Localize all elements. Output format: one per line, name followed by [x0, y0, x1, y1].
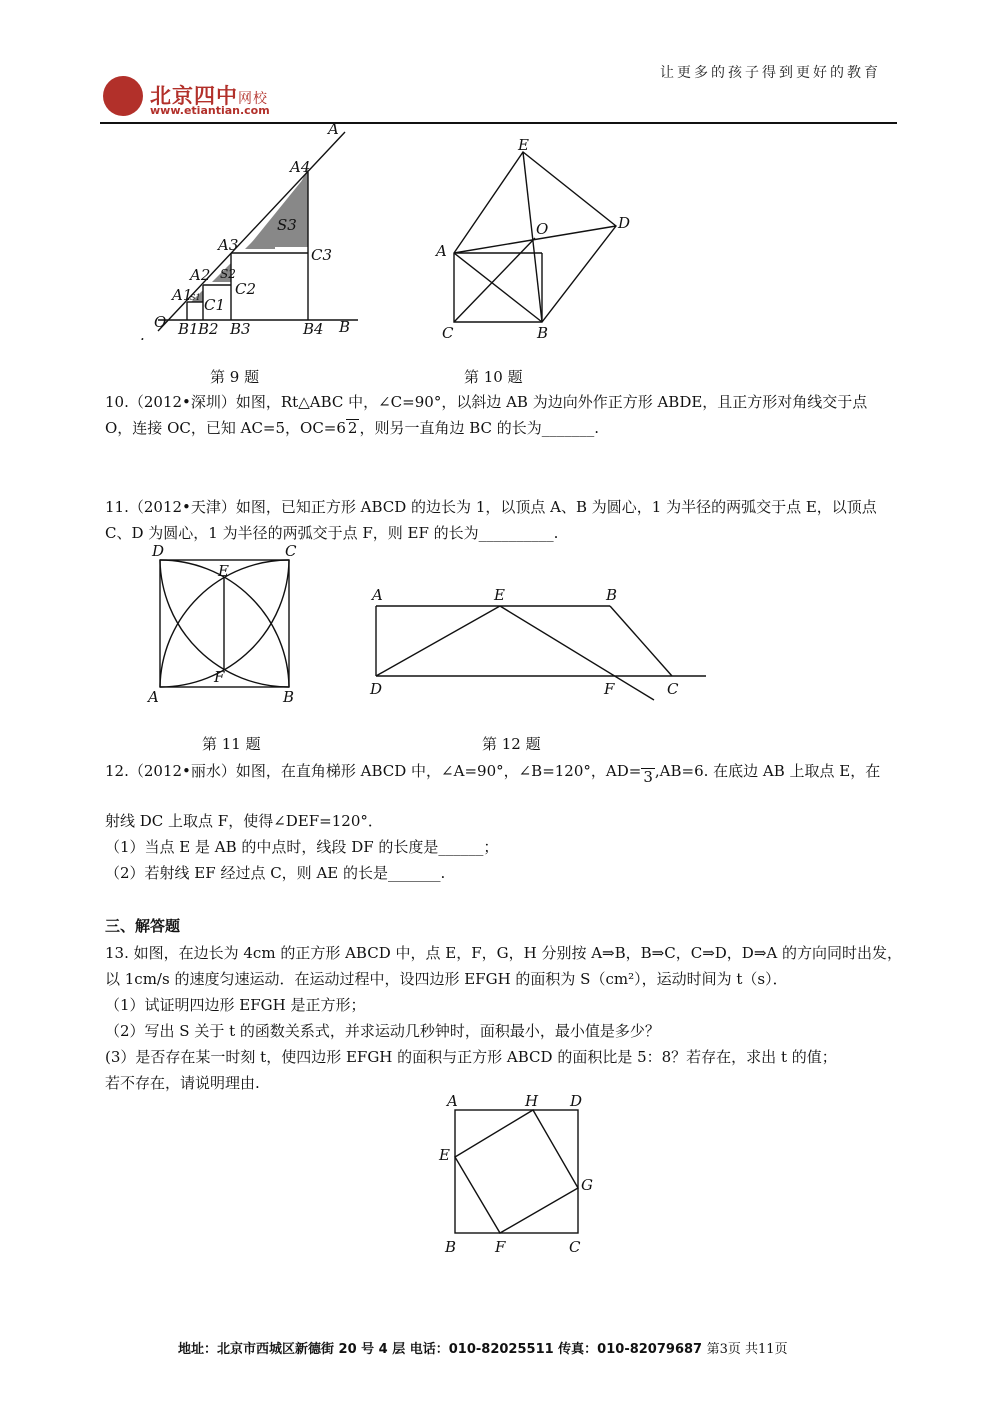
fig10-label-A: A — [436, 242, 447, 260]
figure-10 — [430, 130, 640, 345]
fig9-label-A2: A2 — [190, 266, 211, 284]
figure-9 — [140, 120, 370, 350]
fig12-label-B: B — [606, 586, 618, 604]
question-12-body: 射线 DC 上取点 F，使得∠DEF=120°． （1）当点 E 是 AB 的中点时，线段 DF 的长度是______； （2）若射线 EF 经过点 C，则 AE 的长是_______. — [105, 812, 499, 882]
fig11-label-C: C — [285, 542, 297, 560]
fig11-label-D: D — [152, 542, 165, 560]
fig13-label-A: A — [447, 1092, 458, 1110]
fig12-label-C: C — [667, 680, 679, 698]
fig9-dot: . — [140, 326, 145, 344]
question-10: 10.（2012•深圳）如图，Rt△ABC 中，∠C=90°，以斜边 AB 为边向外作正方形 ABDE，且正方形对角线交于点 O，连接 OC，已知 AC=5，OC=6 2 ，则另一直角边 BC 的长为_______. — [105, 393, 868, 437]
fig9-label-C3: C3 — [311, 246, 333, 264]
fig10-label-D: D — [618, 214, 631, 232]
fig10-label-E: E — [518, 136, 529, 154]
fig11-label-B: B — [283, 688, 295, 706]
fig9-label-S1: S1 — [190, 293, 201, 302]
fig13-label-D: D — [570, 1092, 583, 1110]
fig9-label-B: B — [339, 318, 351, 336]
fig9-label-B4: B4 — [303, 320, 324, 338]
figure-13 — [435, 1090, 605, 1260]
logo-name: 北京四中网校 — [150, 84, 268, 108]
figure-12 — [360, 580, 720, 705]
fig10-label-B: B — [537, 324, 549, 342]
section-3-heading: 三、解答题 — [105, 917, 181, 935]
fig9-label-C2: C2 — [235, 280, 257, 298]
fig9-label-O: O — [154, 313, 167, 331]
header-slogan: 让更多的孩子得到更好的教育 — [660, 65, 881, 81]
fig10-label-O: O — [536, 220, 549, 238]
fig9-label-B2: B2 — [198, 320, 219, 338]
fig10-caption: 第 10 题 — [464, 368, 523, 386]
fig9-label-A4: A4 — [290, 158, 311, 176]
fig9-label-A: A — [328, 120, 339, 138]
sqrt-3: 3 — [643, 768, 653, 786]
fig9-label-C1: C1 — [204, 296, 226, 314]
fig13-label-C: C — [569, 1238, 581, 1256]
fig9-label-A1: A1 — [172, 286, 193, 304]
fig12-label-E: E — [494, 586, 505, 604]
fig12-label-F: F — [604, 680, 615, 698]
fig13-label-G: G — [581, 1176, 593, 1194]
sqrt-2: 2 — [347, 419, 358, 437]
fig13-label-B: B — [445, 1238, 457, 1256]
fig11-label-E: E — [218, 562, 229, 580]
fig11-label-F: F — [214, 668, 225, 686]
fig12-label-A: A — [372, 586, 383, 604]
fig13-label-H: H — [525, 1092, 539, 1110]
fig11-label-A: A — [148, 688, 159, 706]
fig13-label-F: F — [495, 1238, 506, 1256]
fig12-caption: 第 12 题 — [482, 735, 541, 753]
footer-page: 第3页 共11页 — [706, 1342, 788, 1357]
fig9-label-S3: S3 — [277, 216, 297, 234]
fig13-label-E: E — [439, 1146, 450, 1164]
fig9-label-B1: B1 — [178, 320, 199, 338]
fig10-label-C: C — [442, 324, 454, 342]
logo-emblem-icon — [103, 76, 143, 116]
question-12: 12.（2012•丽水）如图，在直角梯形 ABCD 中，∠A=90°，∠B=120°，AD= 3 ,AB=6. 在底边 AB 上取点 E，在 — [105, 762, 881, 786]
fig12-label-D: D — [370, 680, 383, 698]
question-11: 11.（2012•天津）如图，已知正方形 ABCD 的边长为 1，以顶点 A、B 为圆心，1 为半径的两弧交于点 E，以顶点 C、D 为圆心，1 为半径的两弧交于点 F，则 EF 的长为__________. — [105, 498, 877, 542]
question-13: 13. 如图，在边长为 4cm 的正方形 ABCD 中，点 E，F，G，H 分别按 A⇒B，B⇒C，C⇒D，D⇒A 的方向同时出发， 以 1cm/s 的速度匀速运动．在运动过程中，设四边形 EFGH 的面积为 S（cm²），运动时间为 t（s）． （1）试证明四边形 EFGH 是正方形； （2）写出 S 关于 t 的函数关系式，并求运动几秒钟时，面积最小，最小值是多少？ (3）是否存在某一时刻 t，使四边形 EFGH 的面积与正方形 ABCD 的面积比是 5：8？若存在，求出 t 的值； 若不存在，请说明理由. — [105, 944, 902, 1092]
fig9-caption: 第 9 题 — [210, 368, 260, 386]
fig9-label-A3: A3 — [218, 236, 239, 254]
fig9-label-S2: S2 — [220, 267, 236, 281]
footer-address: 地址：北京市西城区新德街 20 号 4 层 电话：010-82025511 传真：010-82079687 — [178, 1342, 703, 1357]
logo-url: www.etiantian.com — [150, 104, 270, 117]
footer — [178, 1338, 788, 1357]
figure-11 — [140, 540, 310, 710]
fig11-caption: 第 11 题 — [202, 735, 261, 753]
fig9-label-B3: B3 — [230, 320, 251, 338]
